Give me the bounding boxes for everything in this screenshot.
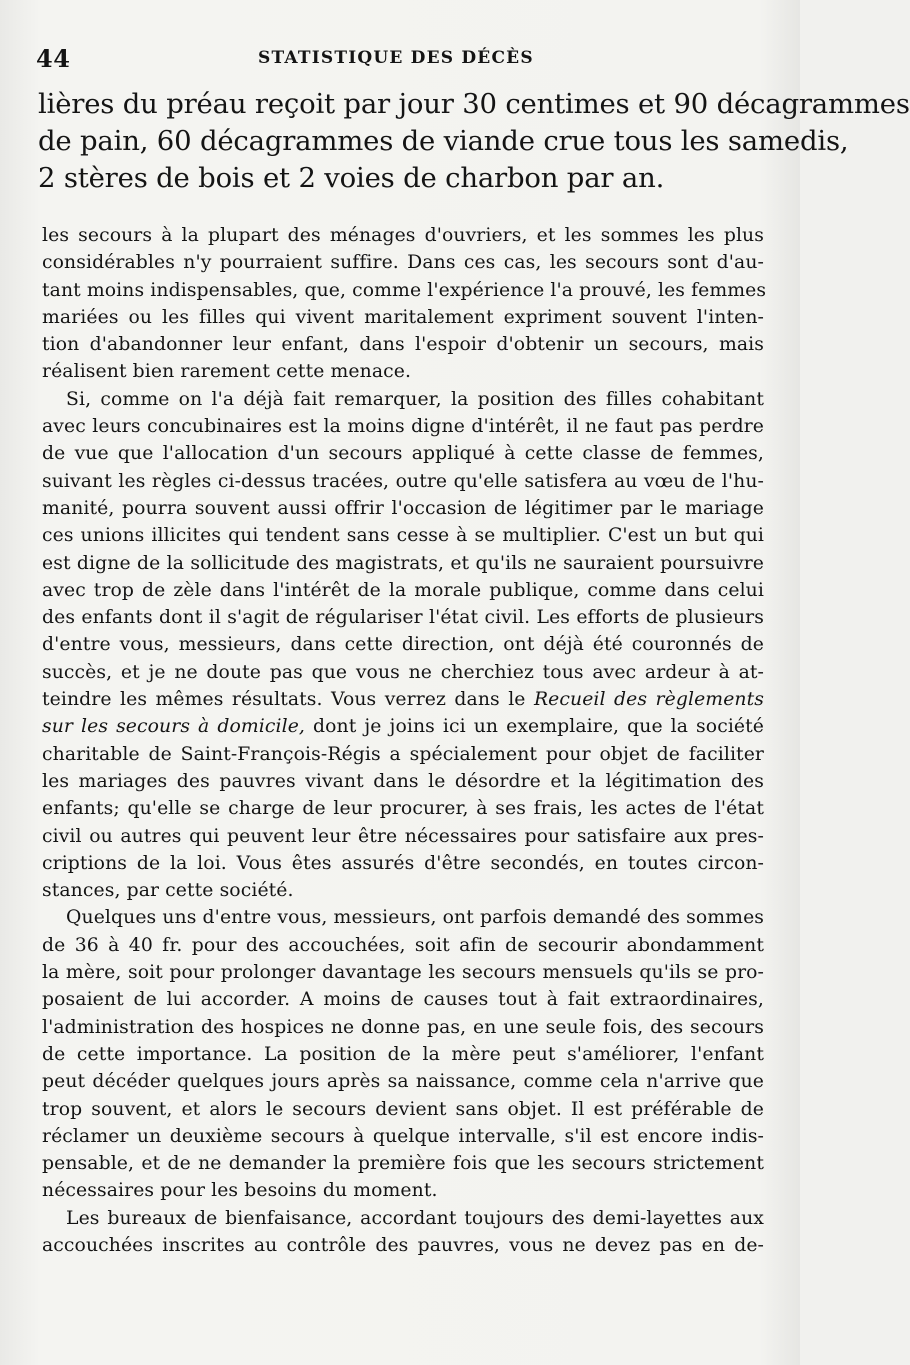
- text-line: de 36 à 40 fr. pour des accouchées, soit afin de secourir abondamment: [42, 934, 764, 956]
- text-line: tion d'abandonner leur enfant, dans l'espoir d'obtenir un secours, mais: [42, 334, 764, 356]
- text-line: pensable, et de ne demander la première fois que les secours strictement: [42, 1153, 764, 1175]
- text-line: les mariages des pauvres vivant dans le désordre et la légitimation des: [42, 770, 764, 792]
- text-line: succès, et je ne doute pas que vous ne cherchiez tous avec ardeur à at-: [42, 661, 764, 683]
- text-line: peut décéder quelques jours après sa naissance, comme cela n'arrive que: [42, 1071, 764, 1093]
- text-line: la mère, soit pour prolonger davantage les secours mensuels qu'ils se pro-: [42, 962, 764, 984]
- text-line: réclamer un deuxième secours à quelque intervalle, s'il est encore indis-: [42, 1125, 764, 1147]
- text-line-with-italic: [42, 686, 764, 713]
- insert-line: lières du préau reçoit par jour 30 centimes et 90 décagrammes: [38, 88, 910, 120]
- text-line: avec trop de zèle dans l'intérêt de la morale publique, comme dans celui: [42, 579, 764, 601]
- text-line: d'entre vous, messieurs, dans cette direction, ont déjà été couronnés de: [42, 634, 764, 656]
- text-line: criptions de la loi. Vous êtes assurés d'être secondés, en toutes circon-: [42, 852, 764, 874]
- text-line-with-italic: [42, 713, 764, 740]
- text-line: considérables n'y pourraient suffire. Dans ces cas, les secours sont d'au-: [42, 252, 764, 274]
- text-line: avec leurs concubinaires est la moins digne d'intérêt, il ne faut pas perdre: [42, 416, 764, 438]
- text-line: manité, pourra souvent aussi offrir l'occasion de légitimer par le mariage: [42, 497, 764, 519]
- page-header: [36, 44, 766, 76]
- text-line: civil ou autres qui peuvent leur être nécessaires pour satisfaire aux pres-: [42, 825, 764, 847]
- body-text: [42, 222, 767, 1259]
- text-line: Si, comme on l'a déjà fait remarquer, la position des filles cohabitant: [66, 388, 764, 410]
- text-segment: dont je joins ici un exemplaire, que la société: [313, 716, 764, 738]
- text-line: de cette importance. La position de la mère peut s'améliorer, l'enfant: [42, 1043, 764, 1065]
- italic-title-segment: sur les secours à domicile,: [42, 716, 306, 738]
- text-line: enfants; qu'elle se charge de leur procurer, à ses frais, les actes de l'état: [42, 798, 764, 820]
- text-line: suivant les règles ci-dessus tracées, outre qu'elle satisfera au vœu de l'hu-: [42, 470, 764, 492]
- text-line: nécessaires pour les besoins du moment.: [42, 1180, 438, 1202]
- italic-title-segment: Recueil des règlements: [533, 689, 764, 711]
- text-line: posaient de lui accorder. A moins de causes tout à fait extraordinaires,: [42, 989, 764, 1011]
- text-line: de vue que l'allocation d'un secours appliqué à cette classe de femmes,: [42, 443, 764, 465]
- text-line: est digne de la sollicitude des magistrats, et qu'ils ne sauraient poursuivre: [42, 552, 764, 574]
- text-segment: teindre les mêmes résultats. Vous verrez dans le: [42, 689, 526, 711]
- text-line: mariées ou les filles qui vivent maritalement expriment souvent l'inten-: [42, 306, 764, 328]
- text-line: des enfants dont il s'agit de régulariser l'état civil. Les efforts de plusieurs: [42, 607, 764, 629]
- insert-line: 2 stères de bois et 2 voies de charbon par an.: [38, 162, 665, 194]
- text-line: trop souvent, et alors le secours devient sans objet. Il est préférable de: [42, 1098, 764, 1120]
- text-line: charitable de Saint-François-Régis a spécialement pour objet de faciliter: [42, 743, 764, 765]
- page-number: 44: [36, 44, 71, 73]
- text-line: Les bureaux de bienfaisance, accordant toujours des demi-layettes aux: [66, 1207, 764, 1229]
- running-title: STATISTIQUE DES DÉCÈS: [258, 48, 534, 68]
- insert-line: de pain, 60 décagrammes de viande crue tous les samedis,: [38, 125, 849, 157]
- pasted-insert-paragraph: [38, 86, 910, 197]
- text-line: accouchées inscrites au contrôle des pauvres, vous ne devez pas en de-: [42, 1234, 764, 1256]
- text-line: les secours à la plupart des ménages d'ouvriers, et les sommes les plus: [42, 225, 764, 246]
- text-line: stances, par cette société.: [42, 880, 294, 902]
- text-line: ces unions illicites qui tendent sans cesse à se multiplier. C'est un but qui: [42, 525, 764, 547]
- text-line: l'administration des hospices ne donne pas, en une seule fois, des secours: [42, 1016, 764, 1038]
- text-line: réalisent bien rarement cette menace.: [42, 361, 412, 383]
- text-line: tant moins indispensables, que, comme l'expérience l'a prouvé, les femmes: [42, 279, 767, 301]
- text-line: Quelques uns d'entre vous, messieurs, ont parfois demandé des sommes: [66, 907, 765, 929]
